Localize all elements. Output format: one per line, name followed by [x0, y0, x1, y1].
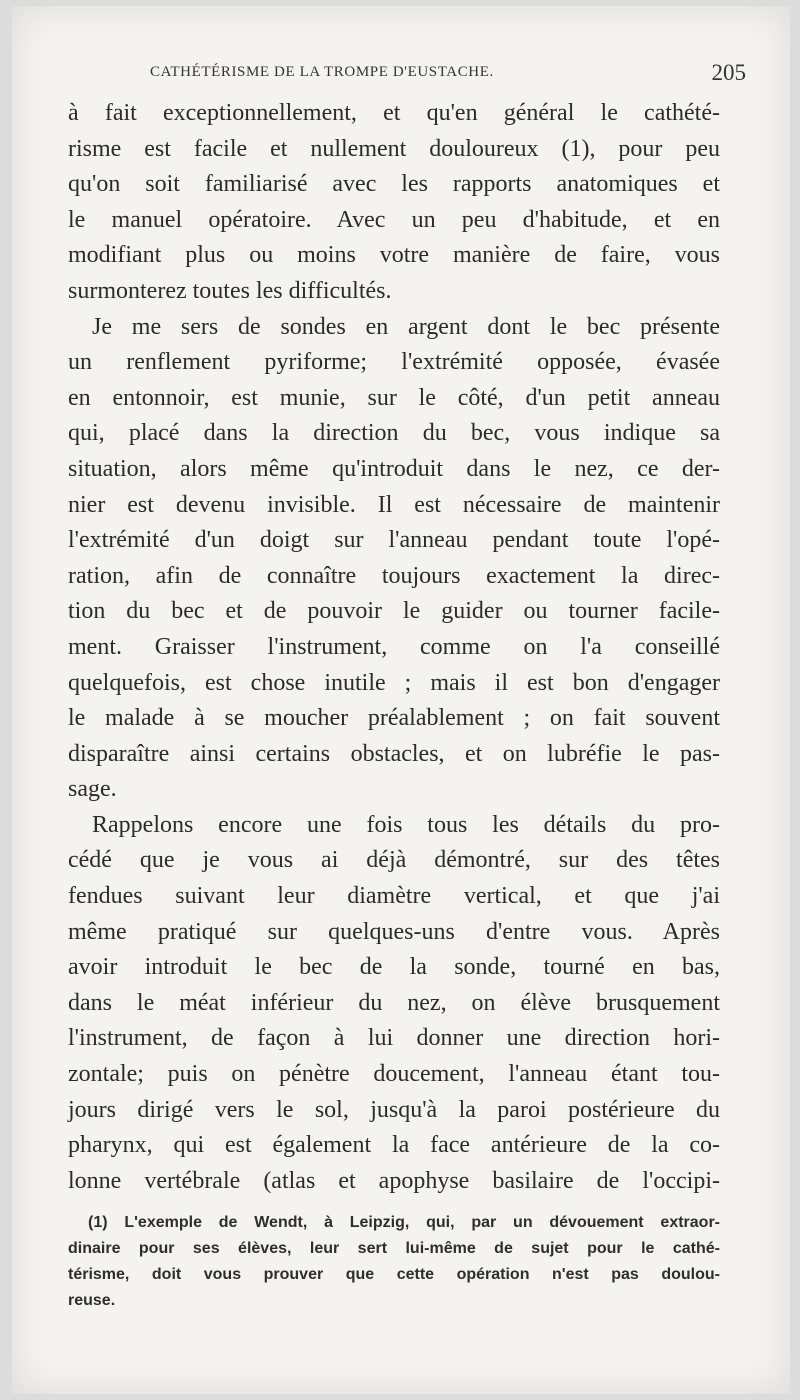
paragraph-2	[68, 310, 720, 808]
text-line: Je me sers de sondes en argent dont le bec présente	[92, 313, 720, 340]
text-line: jours dirigé vers le sol, jusqu'à la paroi postérieure du	[68, 1096, 720, 1123]
paragraph-3	[68, 808, 720, 1200]
text-line: même pratiqué sur quelques-uns d'entre vous. Après	[68, 918, 720, 945]
text-line: ment. Graisser l'instrument, comme on l'a conseillé	[68, 633, 720, 660]
text-line: l'extrémité d'un doigt sur l'anneau pendant toute l'opé-	[68, 527, 720, 554]
text-line: pharynx, qui est également la face antérieure de la co-	[68, 1132, 720, 1159]
text-line: quelquefois, est chose inutile ; mais il est bon d'engager	[68, 669, 720, 696]
text-line: zontale; puis on pénètre doucement, l'anneau étant tou-	[68, 1061, 720, 1088]
text-line: lonne vertébrale (atlas et apophyse basilaire de l'occipi-	[68, 1167, 720, 1194]
text-line: situation, alors même qu'introduit dans le nez, ce der-	[68, 455, 720, 482]
running-title: CATHÉTÉRISME DE LA TROMPE D'EUSTACHE.	[150, 64, 494, 80]
text-line: disparaître ainsi certains obstacles, et on lubréfie le pas-	[68, 740, 720, 767]
text-line: un renflement pyriforme; l'extrémité opposée, évasée	[68, 349, 720, 376]
text-line: risme est facile et nullement douloureux (1), pour peu	[68, 135, 720, 162]
footnote-line: (1) L'exemple de Wendt, à Leipzig, qui, par un dévouement extraor-	[88, 1214, 720, 1231]
text-line: surmonterez toutes les difficultés.	[68, 277, 392, 304]
text-line: l'instrument, de façon à lui donner une direction hori-	[68, 1025, 720, 1052]
text-line: cédé que je vous ai déjà démontré, sur des têtes	[68, 847, 720, 874]
text-line: qui, placé dans la direction du bec, vous indique sa	[68, 420, 720, 447]
text-line: avoir introduit le bec de la sonde, tourné en bas,	[68, 954, 720, 981]
page-number: 205	[711, 60, 746, 85]
text-line: en entonnoir, est munie, sur le côté, d'un petit anneau	[68, 384, 720, 411]
text-line: le malade à se moucher préalablement ; on fait souvent	[68, 705, 720, 732]
footnote-line: térisme, doit vous prouver que cette opération n'est pas doulou-	[68, 1266, 720, 1283]
running-header	[150, 60, 746, 85]
text-line: sage.	[68, 776, 117, 803]
paragraph-1	[68, 96, 720, 310]
text-line: le manuel opératoire. Avec un peu d'habitude, et en	[68, 206, 720, 233]
text-line: à fait exceptionnellement, et qu'en général le cathété-	[68, 100, 720, 126]
text-line: Rappelons encore une fois tous les détails du pro-	[92, 811, 720, 838]
footnote-line: dinaire pour ses élèves, leur sert lui-même de sujet pour le cathé-	[68, 1240, 720, 1257]
text-line: modifiant plus ou moins votre manière de faire, vous	[68, 242, 720, 269]
text-line: qu'on soit familiarisé avec les rapports anatomiques et	[68, 171, 720, 198]
text-line: dans le méat inférieur du nez, on élève brusquement	[68, 989, 720, 1016]
text-line: nier est devenu invisible. Il est nécessaire de maintenir	[68, 491, 720, 518]
footnote	[68, 1210, 720, 1314]
footnote-line: reuse.	[68, 1292, 116, 1309]
body-text	[68, 96, 720, 1199]
text-line: fendues suivant leur diamètre vertical, et que j'ai	[68, 883, 720, 910]
text-line: ration, afin de connaître toujours exactement la direc-	[68, 562, 720, 589]
text-line: tion du bec et de pouvoir le guider ou tourner facile-	[68, 598, 720, 625]
